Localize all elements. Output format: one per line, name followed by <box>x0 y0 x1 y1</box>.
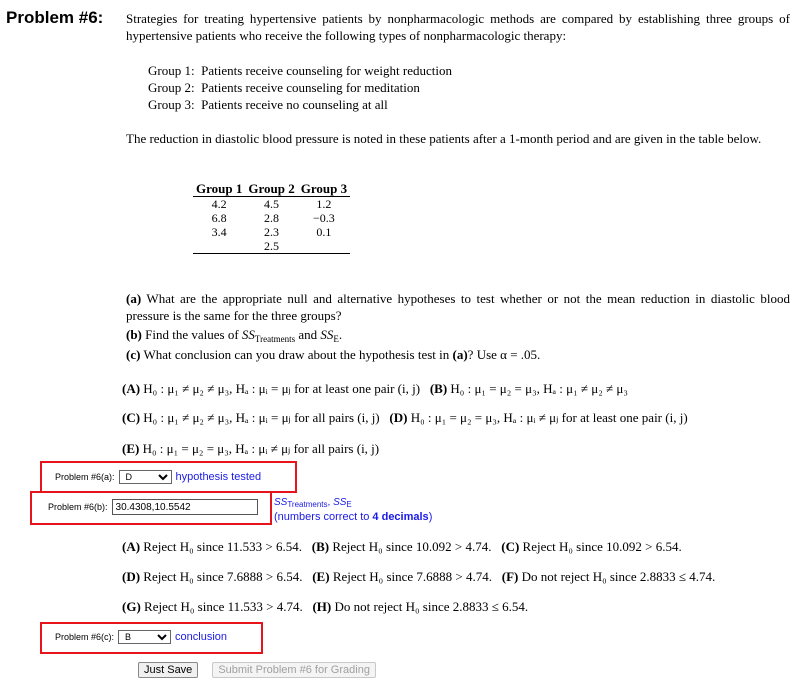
answer-b-hint: $SS_{Treatments}$, $SS_E$ (numbers correct to 4 decimals) <box>274 497 433 523</box>
button-row <box>138 662 376 678</box>
question-a: (a) What are the appropriate null and alternative hypotheses to test whether or not the mean reduction in diastolic blood pressure is the same for the three groups? <box>126 291 791 323</box>
table-row <box>193 239 350 254</box>
table-cell: −0.3 <box>313 211 335 225</box>
table-cell <box>298 239 350 254</box>
table-header-row <box>193 181 350 197</box>
group-item: Group 1: Patients receive counseling for weight reduction <box>148 63 452 78</box>
answer-c-label: Problem #6(c): <box>55 632 115 642</box>
hypothesis-option-row: (A) H₀ : μ₁ ≠ μ₂ ≠ μ₃, Hₐ : μᵢ = μⱼ for at least one pair (i, j) (B) H₀ : μ₁ = μ₂ = μ₃, Hₐ : μ₁ ≠ μ₂ ≠ μ₃ <box>122 381 628 396</box>
table-cell: 1.2 <box>316 197 332 211</box>
group-item: Group 2: Patients receive counseling for meditation <box>148 80 420 95</box>
table-cell: 0.1 <box>316 225 332 239</box>
table-row <box>193 197 350 212</box>
conclusion-option-row: (D) Reject H₀ since 7.6888 > 6.54. (E) Reject H₀ since 7.6888 > 4.74. (F) Do not reject H₀ since 2.8833 ≤ 4.74. <box>122 569 716 584</box>
answer-a-select[interactable] <box>119 470 172 484</box>
answer-b-label: Problem #6(b): <box>48 502 108 512</box>
question-b: (b) Find the values of $SS_{Treatments}$ and $SS_E$. <box>126 327 343 344</box>
column-header: Group 3 <box>298 181 350 197</box>
answer-a-label: Problem #6(a): <box>55 472 115 482</box>
data-table <box>193 181 350 254</box>
conclusion-option-row: (G) Reject H₀ since 11.533 > 4.74. (H) Do not reject H₀ since 2.8833 ≤ 6.54. <box>122 599 529 614</box>
just-save-button[interactable]: Just Save <box>138 662 198 678</box>
table-cell <box>193 239 245 254</box>
column-header: Group 1 <box>193 181 245 197</box>
answer-b-input[interactable] <box>112 499 258 515</box>
problem-title: Problem #6: <box>6 8 104 27</box>
conclusion-option-row: (A) Reject H₀ since 11.533 > 6.54. (B) Reject H₀ since 10.092 > 4.74. (C) Reject H₀ since 10.092 > 6.54. <box>122 539 682 554</box>
submit-button[interactable]: Submit Problem #6 for Grading <box>212 662 376 678</box>
table-cell: 2.3 <box>264 225 280 239</box>
table-cell: 2.5 <box>245 239 297 254</box>
table-cell: 4.5 <box>264 197 280 211</box>
table-cell: 4.2 <box>211 197 227 211</box>
table-cell: 3.4 <box>211 225 227 239</box>
answer-b-row <box>48 499 258 515</box>
reduction-text: The reduction in diastolic blood pressure is noted in these patients after a 1-month period and are given in the table below. <box>126 131 762 146</box>
problem-intro: Strategies for treating hypertensive patients by nonpharmacologic methods are compared by establishing three groups of hypertensive patients who receive the following types of nonpharmacologic therapy: <box>126 11 790 43</box>
table-row <box>193 211 350 225</box>
answer-c-select[interactable] <box>118 630 171 644</box>
hypothesis-option-row: (C) H₀ : μ₁ ≠ μ₂ ≠ μ₃, Hₐ : μᵢ = μⱼ for all pairs (i, j) (D) H₀ : μ₁ = μ₂ = μ₃, Hₐ : μᵢ ≠ μⱼ for at least one pair (i, j) <box>122 410 688 425</box>
answer-c-row <box>55 630 227 644</box>
table-cell: 2.8 <box>264 211 280 225</box>
answer-a-row <box>55 470 261 484</box>
table-cell: 6.8 <box>211 211 227 225</box>
hypothesis-option-row: (E) H₀ : μ₁ = μ₂ = μ₃, Hₐ : μᵢ ≠ μⱼ for all pairs (i, j) <box>122 441 380 456</box>
conclusion-link[interactable]: conclusion <box>175 631 228 643</box>
hypothesis-tested-link[interactable]: hypothesis tested <box>175 471 262 483</box>
question-c: (c) What conclusion can you draw about the hypothesis test in (a)? Use α = .05. <box>126 347 541 362</box>
column-header: Group 2 <box>245 181 297 197</box>
group-list <box>148 62 452 113</box>
group-item: Group 3: Patients receive no counseling at all <box>148 97 388 112</box>
table-row <box>193 225 350 239</box>
